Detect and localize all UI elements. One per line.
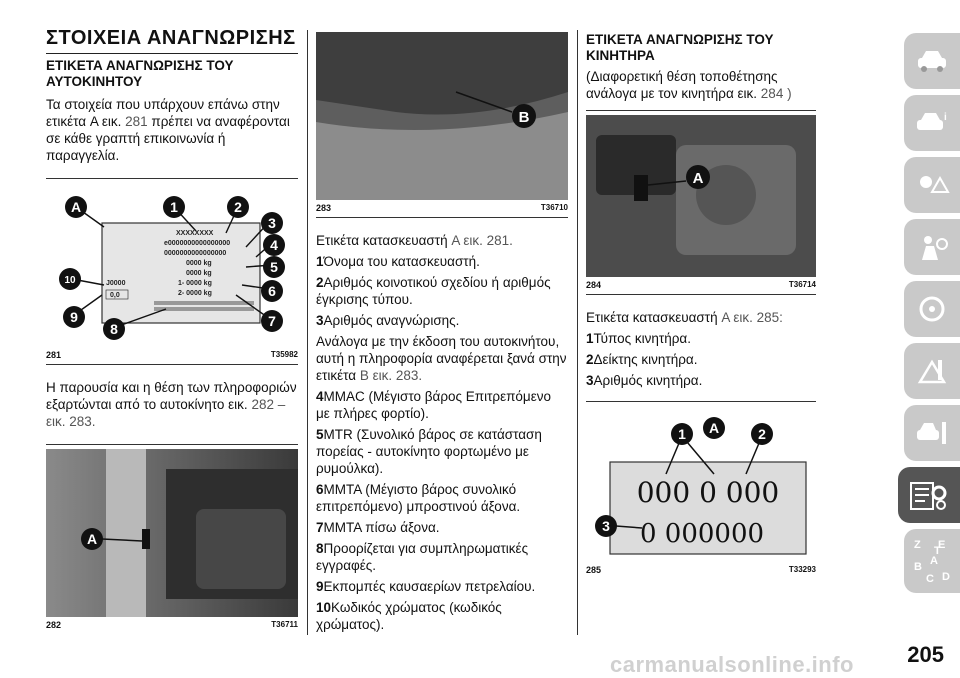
diagram-label: 1- 0000 kg [178,280,212,287]
svg-text:A: A [930,555,938,567]
list-item: 2Δείκτης κινητήρα. [586,352,698,367]
svg-text:E: E [938,539,946,551]
diagram-label: 7 [268,313,276,329]
section-heading-vehicle-label: ΕΤΙΚΕΤΑ ΑΝΑΓΝΩΡΙΣΗΣ ΤΟΥ ΑΥΤΟΚΙΝΗΤΟΥ [46,58,234,89]
paragraph-info-location: Η παρουσία και η θέση των πληροφοριών εξαρτώνται από το αυτοκίνητο εικ. 282 – εικ. 283. [46,380,297,429]
figure-282 [46,449,298,617]
list-item: 1Όνομα του κατασκευαστή. [316,254,480,269]
warning-lights-icon[interactable] [904,157,960,213]
divider [46,178,298,179]
diagram-label: 3 [602,518,610,534]
list-item: 7MMTA πίσω άξονα. [316,520,440,535]
diagram-label: 9 [70,309,78,325]
steering-wheel-icon[interactable] [904,281,960,337]
door-pillar-photo [46,449,298,617]
diagram-label: 0 000000 [639,519,765,549]
page-title: ΣΤΟΙΧΕΙΑ ΑΝΑΓΝΩΡΙΣΗΣ [46,27,298,54]
list-item: 3Αριθμός κινητήρα. [586,373,703,388]
list-item: 5MTR (Συνολικό βάρος σε κατάσταση πορείας - αυτοκίνητο φορτωμένο με ρυμούλκα). [316,427,542,476]
emergency-tools-icon[interactable] [904,343,960,399]
divider [46,444,298,445]
svg-text:i: i [944,112,947,123]
page-number: 205 [907,642,944,667]
list-item: 1Τύπος κινητήρα. [586,331,691,346]
column-3 [586,32,816,575]
diagram-label: 10 [64,275,76,286]
diagram-label: 0000000000000000 [164,250,227,257]
diagram-label: 1 [678,426,686,442]
watermark: carmanualsonline.info [610,652,854,677]
figure-caption-282: 282 T36711 [46,620,298,630]
list-item: 6MMTA (Μέγιστο βάρος συνολικό επιτρεπόμενο) μπροστινού άξονα. [316,482,521,514]
divider [586,110,816,111]
svg-text:T: T [934,545,941,557]
car-exterior-icon[interactable] [904,33,960,89]
figure-281 [46,185,298,347]
figure-caption-285: 285 T33293 [586,565,816,575]
divider [586,401,816,402]
column-1 [46,58,298,630]
diagram-label: B [518,109,530,126]
list-item: 3Αριθμός αναγνώρισης. [316,313,460,328]
diagram-label: A [708,420,720,436]
diagram-label: 6 [268,283,276,299]
diagram-label: 0000 kg [186,260,212,267]
column-2 [316,32,568,637]
section-heading-engine-label: ΕΤΙΚΕΤΑ ΑΝΑΓΝΩΡΙΣΗΣ ΤΟΥ ΚΙΝΗΤΗΡΑ [586,32,774,63]
diagram-label: 1 [170,199,178,215]
list-item: 8Προορίζεται για συμπληρωματικές εγγραφές. [316,541,529,573]
diagram-label: e0000000000000000 [164,240,231,247]
index-letters-icon[interactable] [904,529,960,593]
airbag-safety-icon[interactable] [904,219,960,275]
car-maintenance-icon[interactable] [904,405,960,461]
engine-label-intro: Ετικέτα κατασκευαστή A εικ. 285: [586,310,783,325]
intro-paragraph: Τα στοιχεία που υπάρχουν επάνω στην ετικέτα A εικ. 281 πρέπει να αναφέρονται σε κάθε γραπτή επικοινωνία ή παραγγελία. [46,97,290,163]
diagram-label: 000 0 000 [636,476,780,509]
engine-label-subtitle: (Διαφορετική θέση τοποθέτησης ανάλογα με τον κινητήρα εικ. 284 ) [586,69,792,101]
diagram-label: J0000 [106,280,126,287]
technical-data-icon[interactable] [898,467,960,523]
svg-text:Z: Z [914,539,921,551]
figure-285 [586,406,816,562]
diagram-label: 2 [234,199,242,215]
figure-284 [586,115,816,277]
diagram-label: 4 [270,237,278,253]
engine-label-diagram [586,406,816,562]
svg-text:B: B [914,561,922,573]
windscreen-photo [316,32,568,200]
label-b-paragraph: Ανάλογα με την έκδοση του αυτοκινήτου, αυτή η πληροφορία αναφέρεται ξανά στην ετικέτα B εικ. 283. [316,334,567,383]
column-divider [307,30,308,635]
svg-text:D: D [942,571,950,583]
diagram-label: 0,0 [110,292,120,299]
car-info-icon[interactable] [904,95,960,151]
diagram-label: 3 [268,215,276,231]
divider [586,294,816,295]
figure-caption-281: 281 T35982 [46,350,298,360]
list-item: 4MMAC (Μέγιστο βάρος Επιτρεπόμενο με πλήρες φορτίο). [316,389,551,421]
diagram-label: A [86,531,98,547]
vehicle-id-label-diagram [46,185,298,347]
diagram-label: 0000 kg [186,270,212,277]
diagram-label: A [692,170,704,187]
list-item: 9Εκπομπές καυσαερίων πετρελαίου. [316,579,536,594]
diagram-label: A [70,199,82,215]
diagram-label: 2 [758,426,766,442]
diagram-label: 2- 0000 kg [178,290,212,297]
manufacturer-label-intro: Ετικέτα κατασκευαστή A εικ. 281. [316,233,513,248]
list-item: 10Κωδικός χρώματος (κωδικός χρώματος). [316,600,502,632]
column-divider [577,30,578,635]
divider [46,364,298,365]
svg-text:C: C [926,573,934,585]
diagram-label: XXXXXXXX [176,230,214,237]
engine-bay-photo [586,115,816,277]
figure-caption-284: 284 T36714 [586,280,816,290]
figure-caption-283: 283 T36710 [316,203,568,213]
figure-283 [316,32,568,200]
diagram-label: 5 [270,259,278,275]
divider [316,217,568,218]
list-item: 2Αριθμός κοινοτικού σχεδίου ή αριθμός έγκρισης τύπου. [316,275,551,307]
diagram-label: 8 [110,321,118,337]
